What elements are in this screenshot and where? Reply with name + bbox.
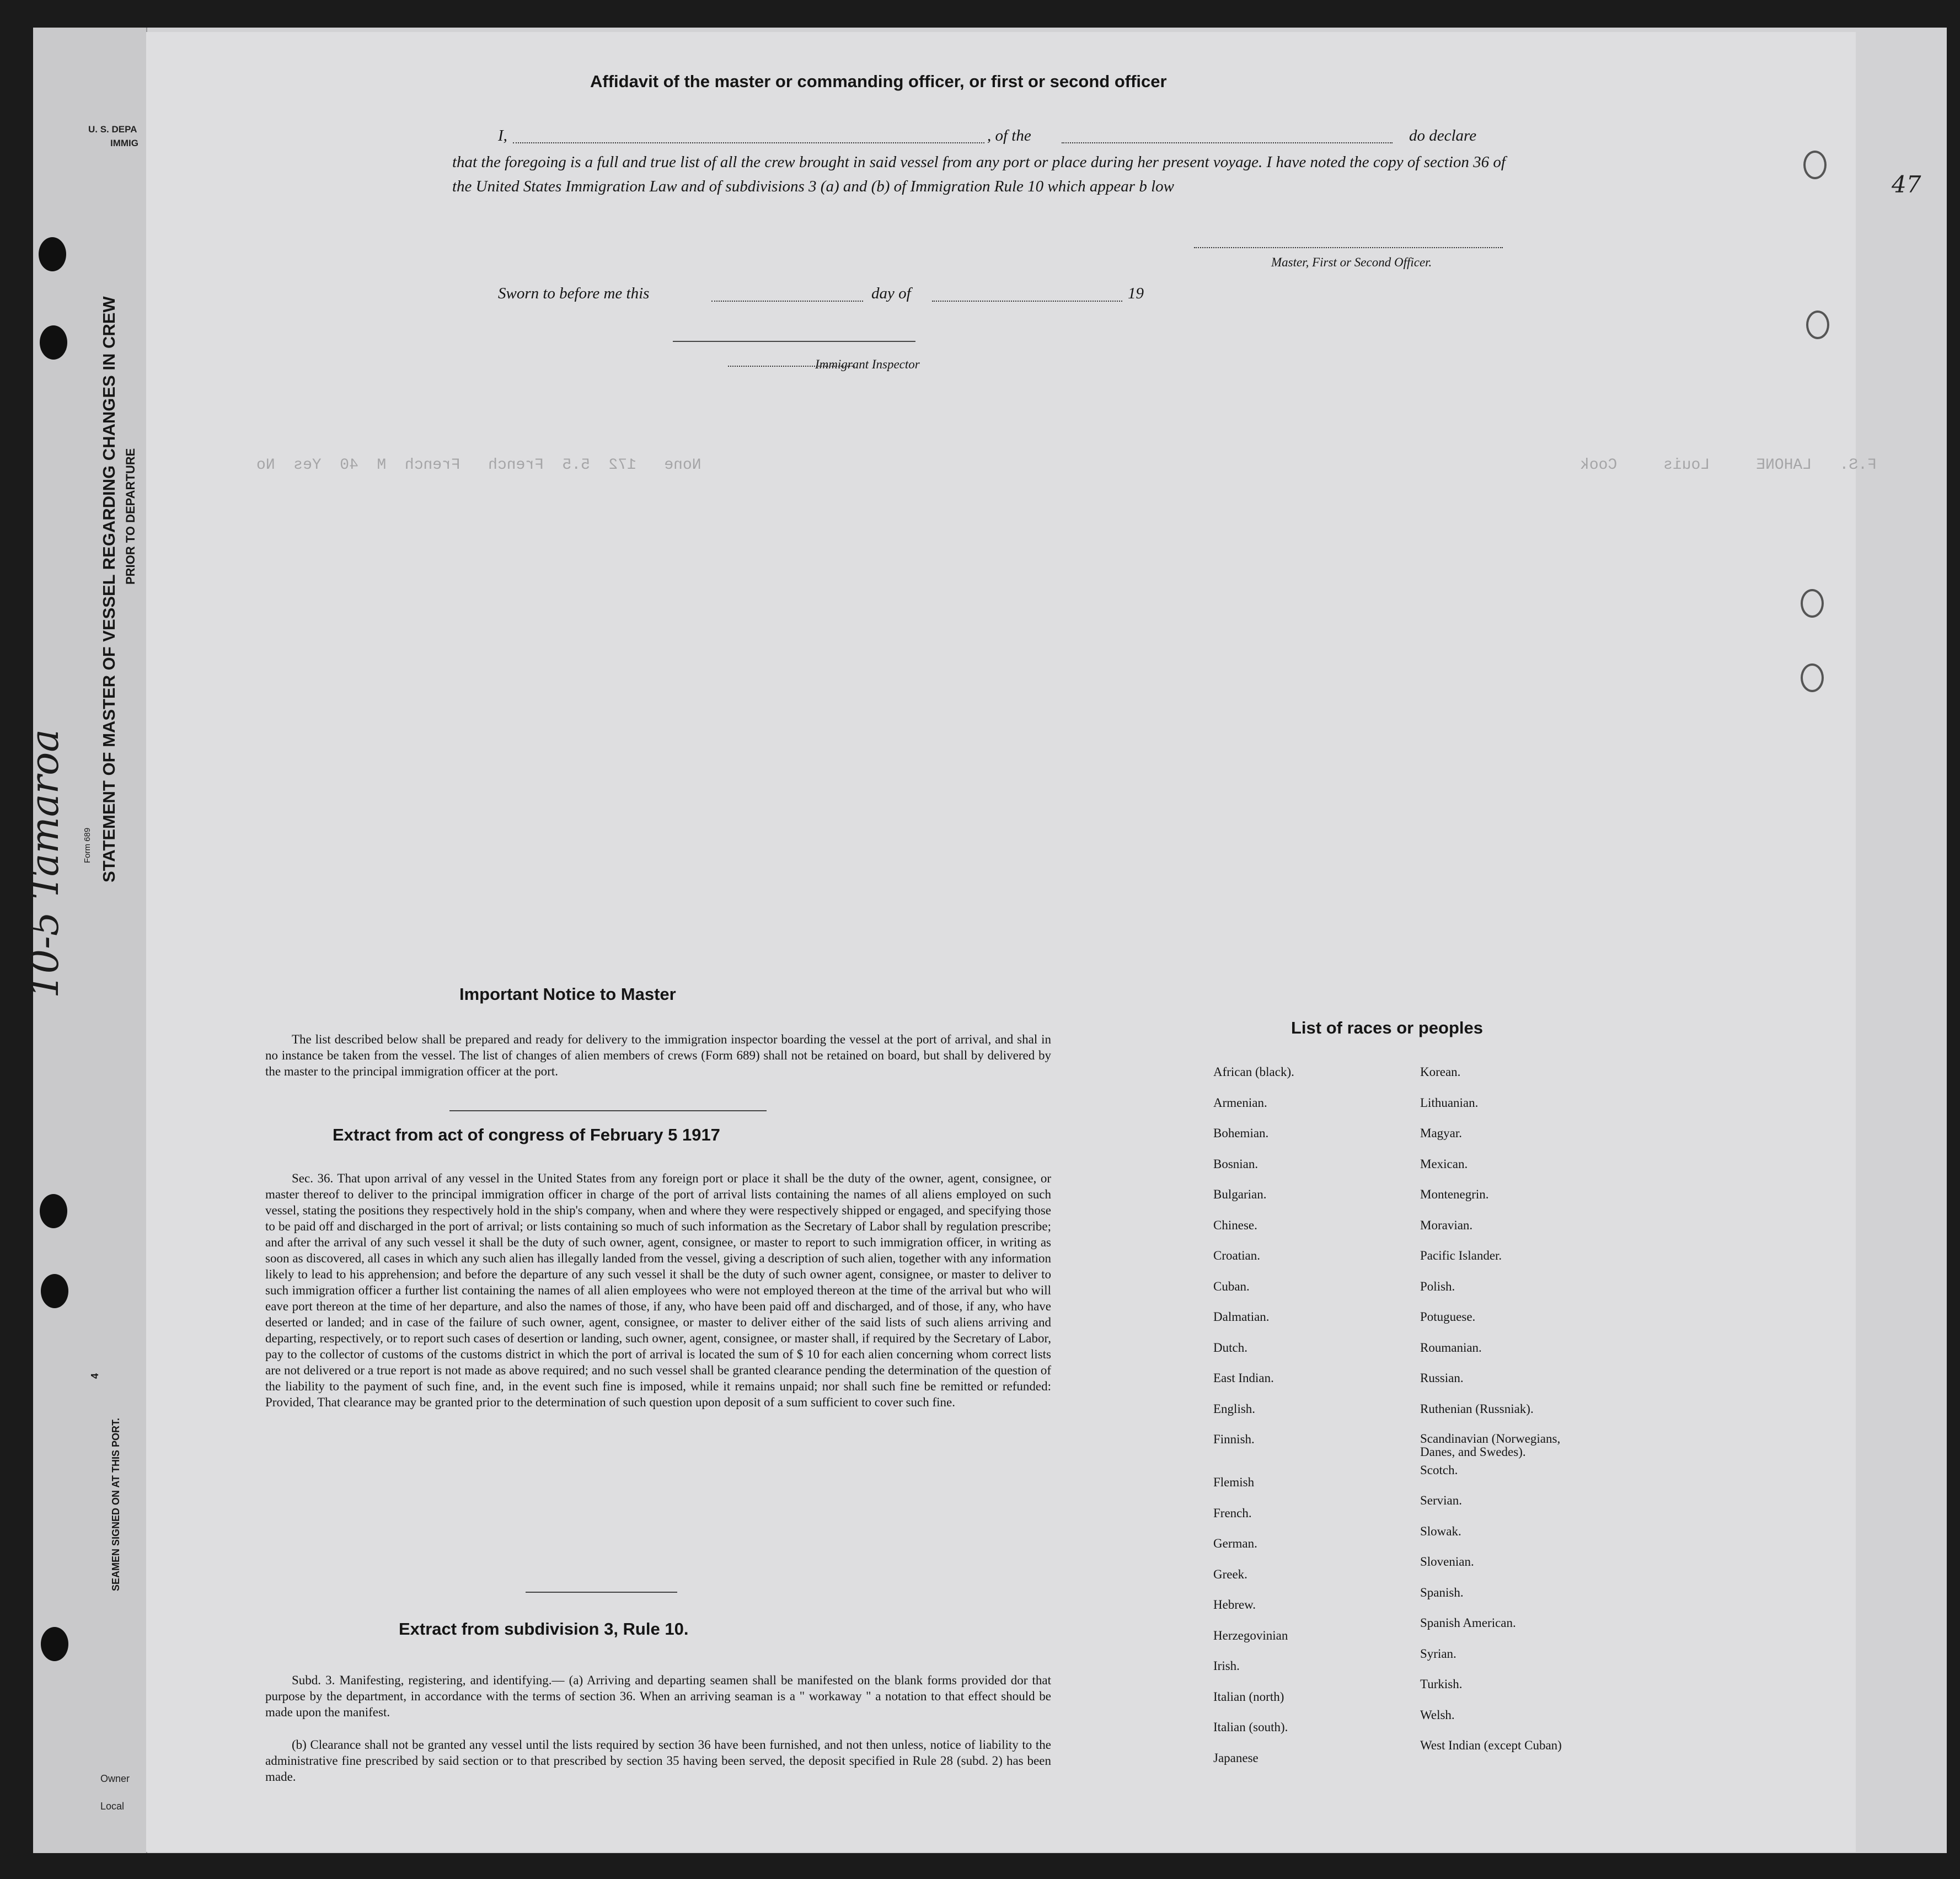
- corner-number: 47: [1892, 171, 1921, 198]
- binder-hole-icon: [40, 325, 67, 360]
- race-item: Armenian.: [1213, 1095, 1267, 1110]
- punch-hole-icon: [1803, 151, 1827, 179]
- seamen-signed-label: SEAMEN SIGNED ON AT THIS PORT.: [110, 1417, 121, 1591]
- race-item: Scotch.: [1420, 1463, 1458, 1477]
- binder-hole-icon: [41, 1274, 68, 1308]
- notice-body: The list described below shall be prepared and ready for delivery to the immigration inspector boarding the vessel at the port of arrival, and shal in no instance be taken from the vessel. The list of changes of alien members of crews (Form 689) shall not be retained on board, but shall by delivered by the master to the principal immigration officer at the port.: [265, 1032, 1051, 1078]
- race-item: English.: [1213, 1401, 1256, 1416]
- race-item: Spanish American.: [1420, 1616, 1516, 1630]
- race-item: Turkish.: [1420, 1677, 1463, 1691]
- race-item: Magyar.: [1420, 1126, 1463, 1140]
- punch-hole-icon: [1801, 589, 1824, 618]
- declarant-name-line: [513, 142, 984, 143]
- sworn-month-line: [932, 301, 1122, 302]
- race-item: Ruthenian (Russniak).: [1420, 1401, 1534, 1416]
- race-item: Slowak.: [1420, 1524, 1461, 1538]
- statement-title: STATEMENT OF MASTER OF VESSEL REGARDING CHANGES IN CREW: [99, 296, 119, 882]
- binder-hole-icon: [40, 1194, 67, 1228]
- race-item: Lithuanian.: [1420, 1095, 1479, 1110]
- race-item: East Indian.: [1213, 1371, 1274, 1385]
- race-item: West Indian (except Cuban): [1420, 1738, 1562, 1752]
- extract1-body: Sec. 36. That upon arrival of any vessel in the United States from any foreign port or place it shall be the duty of the owner, agent, consignee, or master thereof to deliver to the principal immigration officer in charge of the port of arrival lists containing the names of all aliens employed on such vessel, stating the positions they respectively hold in the ship's company, when and where they were respectively shipped or engaged, and specifying those to be paid off and discharged in the port of arrival; or lists containing so much of such information as the Secretary of Labor shall by regulation prescribe; and after the arrival of any such vessel it shall be the duty of such owner, agent, consignee, or master to report to such immigration officer, in writing as soon as discovered, all cases in which any such alien has illegally landed from the vessel, giving a description of such alien, together with any information likely to lead to his apprehension; and before the departure of any such vessel it shall be the duty of such owner agent, consignee, or master to deliver to such immigration officer a further list containing the names of all alien employees who were not employed thereon at the time of the arrival but who will eave port thereon at the time of her departure, and also the names of those, if any, who have been paid off and discharged, and of those, if any, who have deserted or landed; and in case of the failure of such owner, agent, consignee, or master to deliver either of the said lists of such aliens arriving and departing, respectively, or to report such cases of desertion or landing, such owner, agent, consignee, or master shall, if required by the Secretary of Labor, pay to the collector of customs of the customs district in which the port of arrival is located the sum of $ 10 for each alien concerning whom correct lists are not delivered or a true report is not made as above required; and no such vessel shall be granted clearance pending the determination of the question of the liability to the payment of such fine, and, in the event such fine is imposed, while it remains unpaid; nor shall such fine be remitted or refunded: Provided, That clearance may be granted prior to the determination of such question upon deposit of a sum sufficient to cover such fine.: [265, 1171, 1051, 1409]
- race-item: Montenegrin.: [1420, 1187, 1489, 1201]
- race-item: Roumanian.: [1420, 1340, 1482, 1355]
- race-item: Servian.: [1420, 1493, 1463, 1507]
- race-item: Moravian.: [1420, 1218, 1473, 1232]
- race-item: Russian.: [1420, 1371, 1464, 1385]
- form-number: Form 689: [83, 827, 92, 863]
- sworn-year: 19: [1128, 285, 1144, 302]
- extract2-para-b: (b) Clearance shall not be granted any vessel until the lists required by section 36 have been furnished, and not then unless, notice of liability to the administrative fine prescribed by said section or to that prescribed by section 35 having been served, the deposit specified in Rule 28 (subd. 2) has been made.: [265, 1738, 1051, 1784]
- master-signature-line: [1194, 247, 1503, 248]
- race-item: Dutch.: [1213, 1340, 1247, 1355]
- race-item: Hebrew.: [1213, 1598, 1256, 1612]
- race-item: German.: [1213, 1537, 1257, 1550]
- declare-do-declare: do declare: [1409, 127, 1477, 144]
- race-item: Japanese: [1213, 1750, 1259, 1765]
- race-item: French.: [1213, 1506, 1252, 1520]
- race-item: Italian (north): [1213, 1689, 1284, 1704]
- race-item: Chinese.: [1213, 1218, 1257, 1232]
- race-item: Finnish.: [1213, 1432, 1255, 1446]
- race-item: Syrian.: [1420, 1646, 1456, 1661]
- binder-hole-icon: [39, 237, 66, 271]
- extract1-title: Extract from act of congress of February 5 1917: [333, 1125, 720, 1144]
- extract2-title: Extract from subdivision 3, Rule 10.: [399, 1619, 689, 1639]
- margin-number: 4: [89, 1373, 100, 1379]
- affidavit-body: that the foregoing is a full and true list of all the crew brought in said vessel from any port or place during her present voyage. I have noted the copy of section 36 of the United States Immigration Law and of subdivisions 3 (a) and (b) of Immigration Rule 10 which appear b low: [452, 153, 1506, 195]
- sworn-label: Sworn to before me this: [498, 285, 650, 302]
- owner-label: Owner: [100, 1773, 130, 1784]
- race-item: Cuban.: [1213, 1279, 1250, 1293]
- vessel-name-line: [1062, 142, 1393, 143]
- notice-divider: [449, 1110, 767, 1111]
- race-item: Mexican.: [1420, 1157, 1468, 1171]
- inspector-label: Immigrant Inspector: [815, 357, 920, 371]
- punch-hole-icon: [1801, 663, 1824, 692]
- local-label: Local: [100, 1801, 125, 1812]
- race-item: Scandinavian (Norwegians, Danes, and Swedes).: [1420, 1432, 1561, 1459]
- race-item: African (black).: [1213, 1065, 1294, 1079]
- races-title: List of races or peoples: [1291, 1018, 1483, 1037]
- race-item: Slovenian.: [1420, 1555, 1474, 1568]
- race-item: Croatian.: [1213, 1249, 1260, 1262]
- affidavit-title: Affidavit of the master or commanding officer, or first or second officer: [590, 72, 1167, 91]
- prior-to-departure: PRIOR TO DEPARTURE: [124, 448, 137, 585]
- race-item: Spanish.: [1420, 1585, 1464, 1599]
- declare-i: I,: [498, 127, 507, 144]
- day-of-label: day of: [871, 285, 911, 302]
- punch-hole-icon: [1806, 311, 1829, 339]
- declare-of-the: , of the: [987, 127, 1031, 144]
- race-item: Polish.: [1420, 1279, 1455, 1293]
- extract1-divider: [526, 1592, 677, 1593]
- binder-hole-icon: [41, 1627, 68, 1661]
- race-item: Pacific Islander.: [1420, 1249, 1502, 1262]
- race-item: Herzegovinian: [1213, 1628, 1288, 1642]
- master-label: Master, First or Second Officer.: [1271, 255, 1432, 269]
- inspector-signature-line: [673, 341, 915, 342]
- sworn-day-line: [711, 301, 863, 302]
- race-item: Potuguese.: [1420, 1310, 1476, 1324]
- dept-label-bottom: IMMIG: [110, 138, 138, 148]
- race-item: Bulgarian.: [1213, 1187, 1267, 1201]
- race-item: Welsh.: [1420, 1707, 1455, 1722]
- race-item: Irish.: [1213, 1659, 1240, 1673]
- affidavit-sheet: F.S. LAHONE Louis Cook None 172 5.5 French French M 40 Yes No Affidavit of the master or commanding officer, or first or second officer I, , of the do declare that the foregoing is a full and true list of all the crew brought in said vessel from any port or place during her present voyage. I have noted the copy of section 36 of the United States Immigration Law and of subdivisions 3 (a) and (b) of Immigration Rule 10 which appear b low Master, First or Second Officer. Sworn to before me this day of 19 Immigrant Inspector Important Notice to Master The list described below shall be prepared and ready for delivery to the immigration inspector boarding the vessel at the port of arrival, and shal in no instance be taken from the vessel. The list of changes of alien members of crews (Form 689) shall not be retained on board, but shall by delivered by the master to the principal immigration officer at the port. Extract from act of congress of February 5 1917 Sec. 36. That upon arrival of any vessel in the United States from any foreign port or place it shall be the duty of the owner, agent, consignee, or master thereof to deliver to the principal immigration officer in charge of the port of arrival lists containing the names of all aliens employed on such vessel, stating the positions they respectively hold in the ship's company, when and where they were respectively shipped or engaged, and specifying those to be paid off and discharged in the port of arrival; or lists containing so much of such information as the Secretary of Labor shall by regulation prescribe; and after the arrival of any such vessel it shall be the duty of such owner, agent, consignee, or master to report to such immigration officer, in writing as soon as discovered, all cases in which any such alien has illegally landed from the vessel, giving a description of such alien, together with any information likely to lead to his apprehension; and before the departure of any such vessel it shall be the duty of such owner agent, consignee, or master to deliver to such immigration officer a further list containing the names of all alien employees who were not employed thereon at the time of the arrival but who will eave port thereon at the time of her departure, and also the names of those, if any, who have been paid off and discharged, and of those, if any, who have deserted or landed; and in case of the failure of such owner, agent, consignee, or master to deliver either of the said lists of such aliens arriving and departing, respectively, or to report such cases of desertion or landing, such owner, agent, consignee, or master shall, if required by the Secretary of Labor, pay to the collector of customs of the customs district in which the port of arrival is located the sum of $ 10 for each alien concerning whom correct lists are not delivered or a true report is not made as above required; and no such vessel shall be granted clearance pending the determination of the question of the liability to the payment of such fine, and, in the event such fine is imposed, while it remains unpaid; nor shall such fine be remitted or refunded: Provided, That clearance may be granted prior to the determination of such question upon deposit of a sum sufficient to cover such fine. Extract from subdivision 3, Rule 10. Subd. 3. Manifesting, registering, and identifying.— (a) Arriving and departing seamen shall be manifested on the blank forms provided dor that purpose by the department, in accordance with the terms of section 36. When an arriving seaman is a " workaway " a notation to that effect should be made upon the manifest. (b) Clearance shall not be granted any vessel until the lists required by section 36 have been furnished, and not then unless, notice of liability to the administrative fine prescribed by said section or to that prescribed by section 35 having been served, the deposit specified in Rule 28 (subd. 2) has been made. List of races or peoples African (black). Armenian. Bohemian. Bosnian. Bulgarian. Chinese. Croatian. Cuban. Dalmatian. Dutch. East Indian. English. Finnish. Flemish French. German. Greek. Hebrew. Herzegovinian Irish. Italian (north) Italian (south). Japanese Korean. Lithuanian. Magyar. Mexican. Montenegrin. Moravian. Pacific Islander. Polish. Potuguese. Roumanian. Russian. Ruthenian (Russniak). Scandinavian (Norwegians, Danes, and Swedes). Scotch. Servian. Slowak. Slovenian. Spanish. Spanish American. Syrian. Turkish. Welsh. West Indian (except Cuban): [146, 32, 1856, 1852]
- race-item: Bosnian.: [1213, 1157, 1259, 1171]
- race-item: Bohemian.: [1213, 1126, 1269, 1140]
- dept-label-top: U. S. DEPA: [88, 124, 137, 135]
- race-item: Dalmatian.: [1213, 1310, 1270, 1324]
- notice-title: Important Notice to Master: [459, 984, 676, 1004]
- extract2-para-a: Subd. 3. Manifesting, registering, and identifying.— (a) Arriving and departing seamen shall be manifested on the blank forms provided dor that purpose by the department, in accordance with the terms of section 36. When an arriving seaman is a " workaway " a notation to that effect should be made upon the manifest.: [265, 1673, 1051, 1719]
- race-item: Korean.: [1420, 1065, 1461, 1079]
- race-item: Flemish: [1213, 1475, 1255, 1489]
- handwritten-annotation: 10-5 Tamaroa: [22, 729, 67, 998]
- race-item: Greek.: [1213, 1567, 1247, 1581]
- race-item: Italian (south).: [1213, 1720, 1288, 1734]
